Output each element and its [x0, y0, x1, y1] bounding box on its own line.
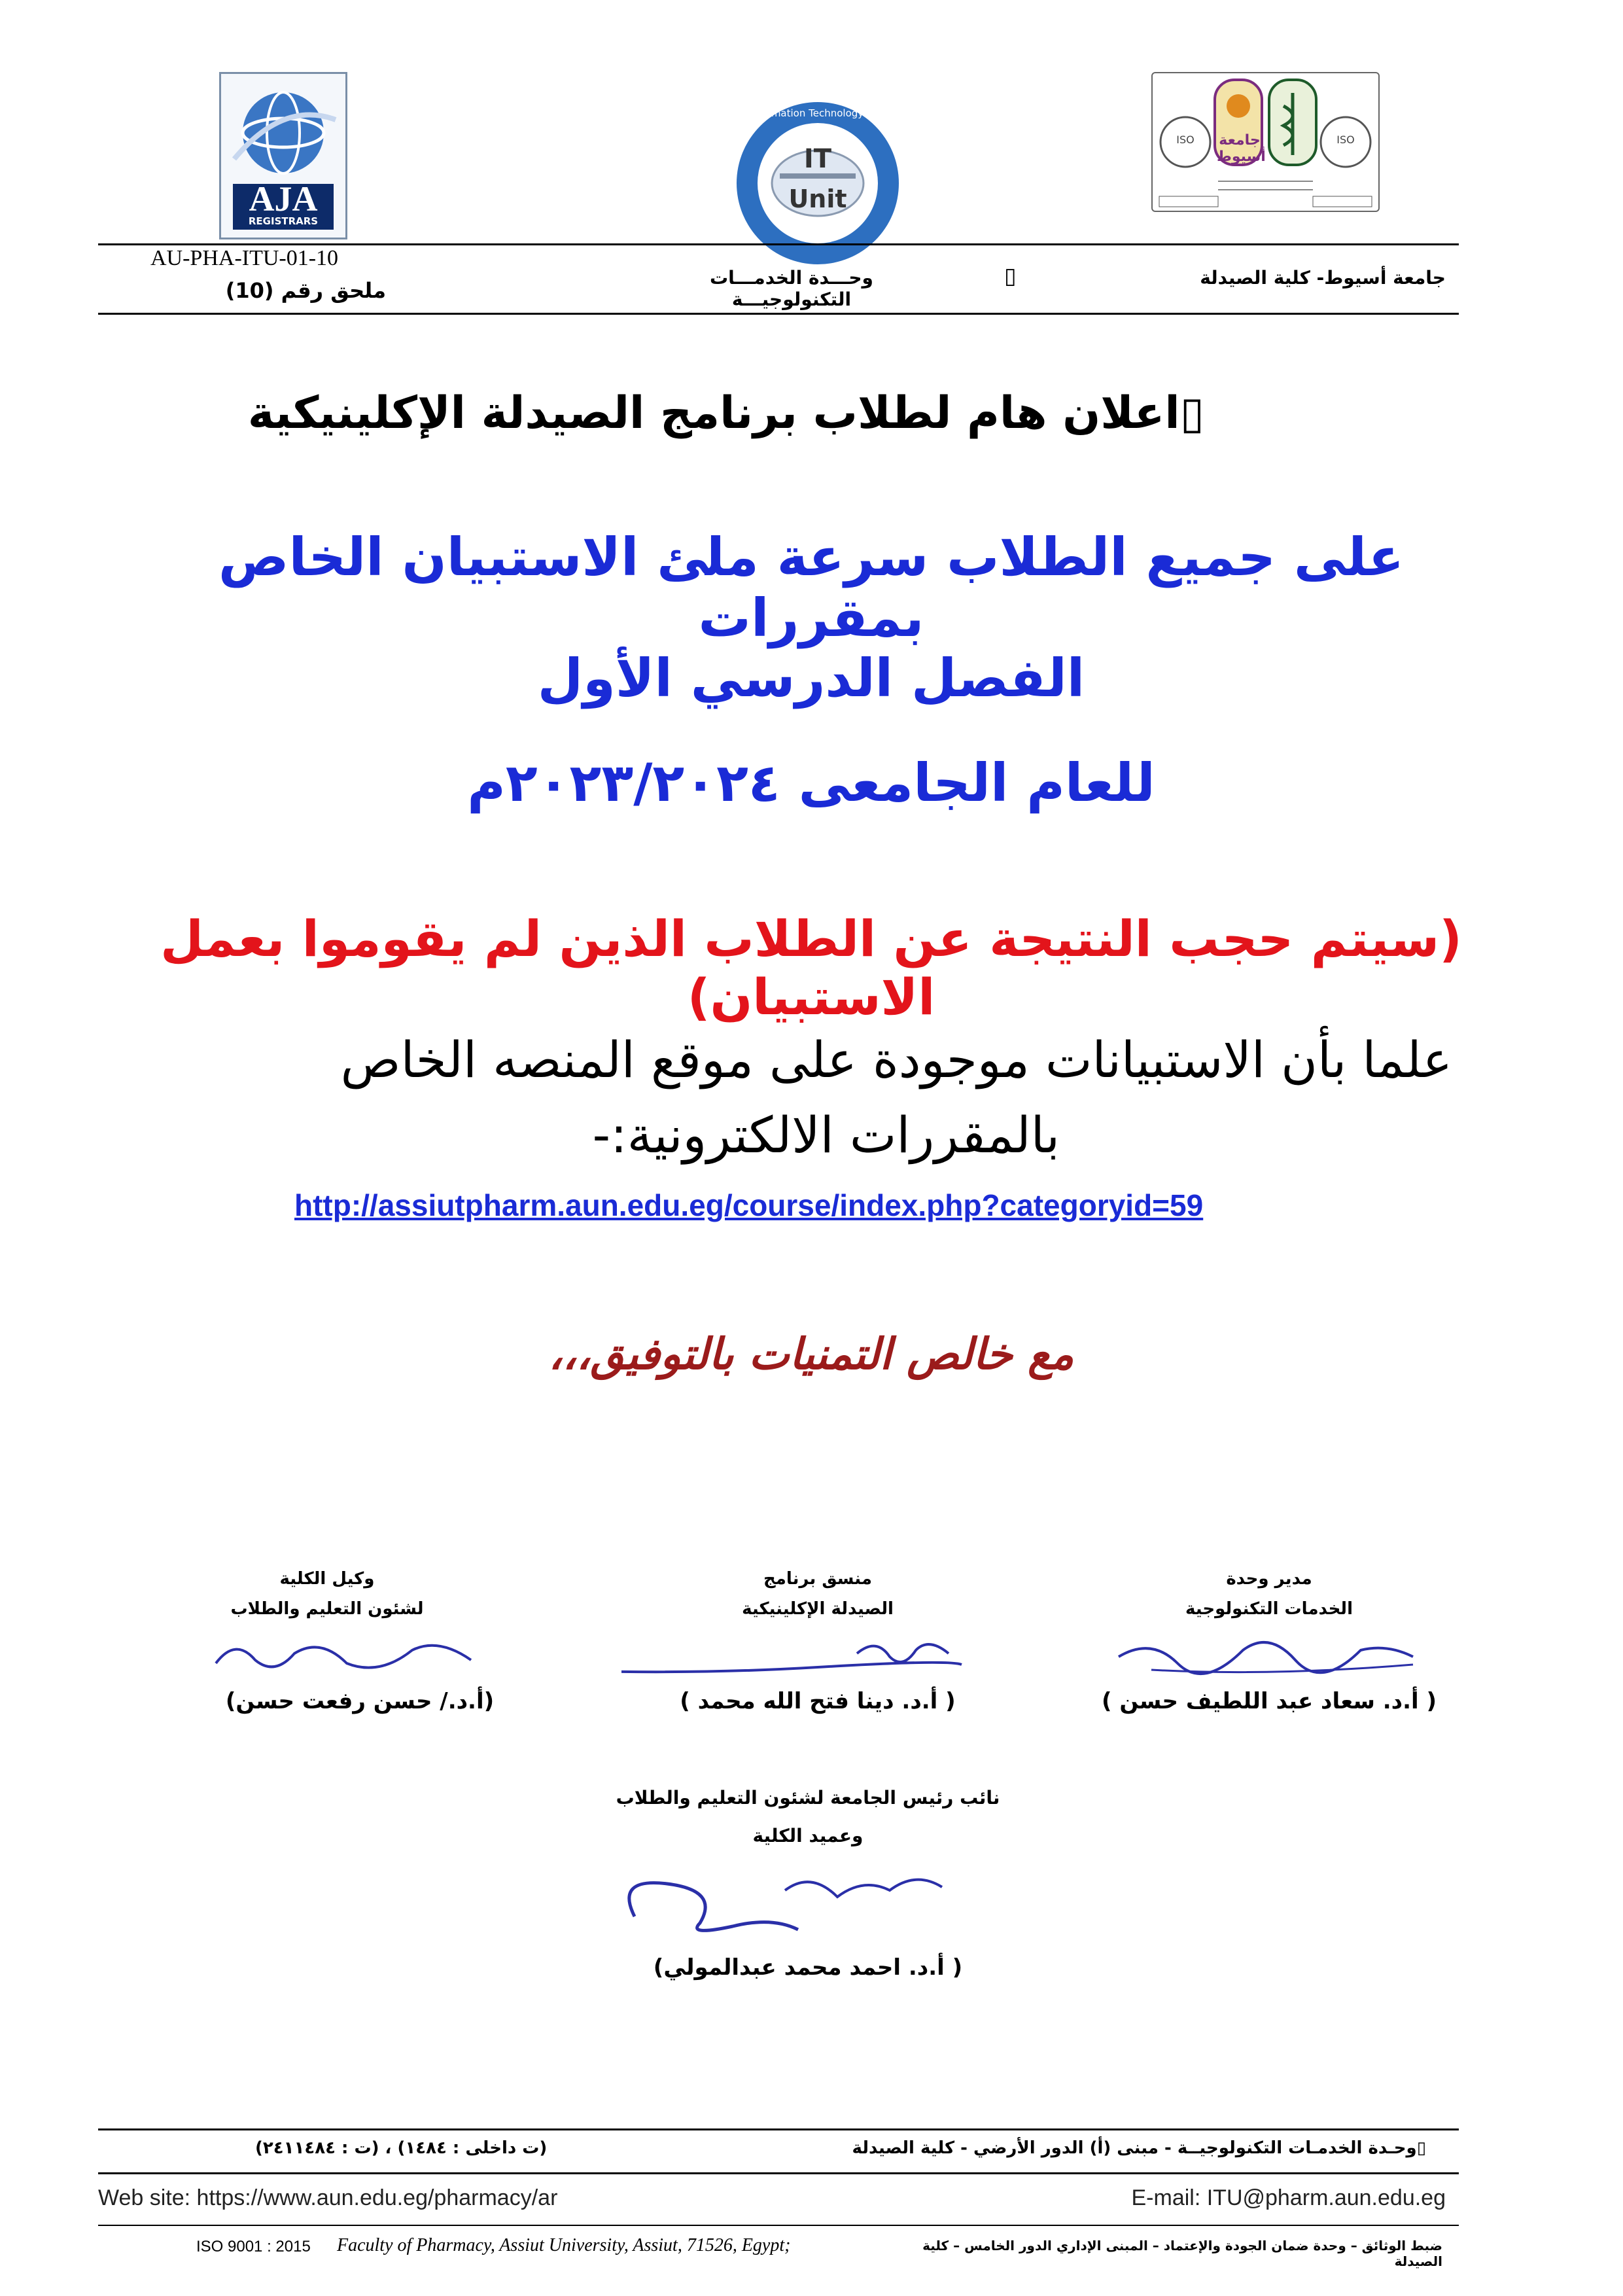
sig-role-1: نائب رئيس الجامعة لشئون التعليم والطلاب: [616, 1787, 1000, 1809]
footer-middle-rule: [98, 2172, 1459, 2174]
aja-registrars-logo: [219, 72, 347, 239]
it-logo-ring-text: Information Technology Unit: [748, 107, 887, 119]
iso-left-text: ISO: [1176, 133, 1195, 146]
footer-website[interactable]: Web site: https://www.aun.edu.eg/pharmacy/ar: [98, 2185, 558, 2210]
iso-right-text: ISO: [1336, 133, 1355, 146]
placeholder-glyph: ▯: [1004, 263, 1017, 289]
sig-role-2: الخدمات التكنولوجية: [1185, 1599, 1353, 1619]
handwritten-signature-icon: [621, 1624, 1014, 1683]
sig-name: ( أ.د. دينا فتح الله محمد ): [680, 1688, 956, 1714]
footer-faculty-en: Faculty of Pharmacy, Assiut University, Assiut, 71526, Egypt;: [337, 2235, 791, 2255]
announcement-headline: [196, 387, 1256, 439]
sig-name: (أ.د./ حسن رفعت حسن): [225, 1688, 495, 1714]
univ-logo-text: جامعة أسيوط: [1217, 132, 1266, 165]
notice-line-3: للعام الجامعى ٢٠٢٣/٢٠٢٤م: [467, 752, 1155, 813]
footer-email[interactable]: E-mail: ITU@pharm.aun.edu.eg: [1131, 2185, 1446, 2210]
sig-role-2: الصيدلة الإكلينيكية: [742, 1599, 894, 1619]
it-logo-bottom: Unit: [788, 185, 847, 213]
wishes-line: مع خالص التمنيات بالتوفيق،،،: [548, 1328, 1074, 1379]
header-top-rule: [98, 243, 1459, 245]
placeholder-glyph: ▯: [1179, 387, 1205, 439]
aja-logo-sub: REGISTRARS: [248, 215, 319, 227]
notice-line-2: الفصل الدرسي الأول: [537, 648, 1085, 709]
annex-number: ملحق رقم (10): [225, 278, 386, 303]
sig-role-1: منسق برنامج: [763, 1569, 872, 1589]
signature-dean: [536, 1783, 1079, 1981]
footer-address: [746, 2138, 1426, 2158]
it-logo-top: IT: [803, 144, 832, 174]
sig-name: ( أ.د. احمد محمد عبدالمولي): [653, 1954, 963, 1981]
aja-logo-text: AJA: [249, 179, 318, 219]
unit-name: وحـــدة الخدمـــات التكنولوجيـــة: [710, 267, 873, 310]
it-unit-logo: [733, 98, 903, 268]
signature-vice-dean: [164, 1564, 556, 1714]
assiut-university-faculty-logo: [1151, 72, 1380, 212]
sig-role-1: وكيل الكلية: [279, 1569, 375, 1589]
note-line-2: بالمقررات الالكترونية:-: [592, 1106, 1060, 1164]
notice-line-1: على جميع الطلاب سرعة ملئ الاستبيان الخاص بمقررات: [218, 527, 1405, 648]
platform-url-link[interactable]: http://assiutpharm.aun.edu.eg/course/index.php?categoryid=59: [294, 1188, 1204, 1222]
footer-iso: ISO 9001 : 2015: [196, 2238, 311, 2255]
sig-name: ( أ.د. سعاد عبد اللطيف حسن ): [1101, 1688, 1437, 1714]
warning-line: (سيتم حجب النتيجة عن الطلاب الذين لم يقوموا بعمل الاستبيان): [160, 910, 1462, 1026]
faculty-name: جامعة أسيوط- كلية الصيدلة: [1200, 267, 1446, 289]
header-bottom-rule: [98, 313, 1459, 315]
sig-role-2: لشئون التعليم والطلاب: [230, 1599, 424, 1619]
signature-program-coordinator: [621, 1564, 1014, 1714]
handwritten-signature-icon: [536, 1851, 1079, 1949]
sig-role-2: وعميد الكلية: [752, 1825, 864, 1846]
signature-it-director: [1073, 1564, 1465, 1714]
document-code: AU-PHA-ITU-01-10: [150, 246, 339, 270]
sig-role-1: مدير وحدة: [1226, 1569, 1312, 1589]
placeholder-glyph: ▯: [1416, 2138, 1426, 2158]
footer-address-text: وحـدة الخدمـات التكنولوجيــة - مبنى (أ) الدور الأرضي - كلية الصيدلة: [852, 2138, 1417, 2158]
note-line-1: علما بأن الاستبيانات موجودة على موقع المنصه الخاص: [340, 1031, 1452, 1089]
footer-bottom-rule: [98, 2225, 1459, 2226]
footer-top-rule: [98, 2128, 1459, 2130]
headline-text: اعلان هام لطلاب برنامج الصيدلة الإكلينيكية: [247, 387, 1180, 439]
handwritten-signature-icon: [164, 1624, 556, 1683]
footer-document-control: ضبط الوثائق – وحدة ضمان الجودة والإعتماد – المبنى الإداري الدور الخامس – كلية الصيدلة: [922, 2238, 1442, 2269]
footer-phone: (ت داخلى : ١٤٨٤) ، (ت : ٢٤١١٤٨٤): [255, 2138, 548, 2158]
handwritten-signature-icon: [1073, 1624, 1465, 1683]
